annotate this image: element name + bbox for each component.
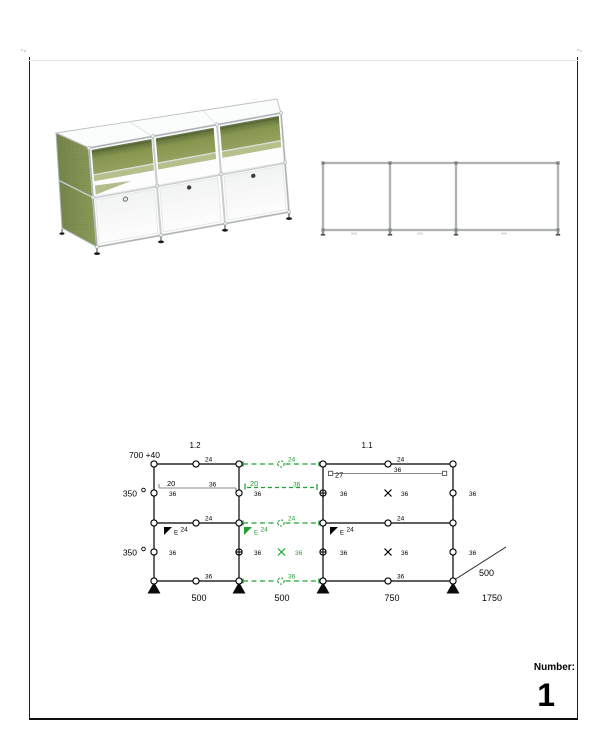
shelf-label: 20 <box>167 479 176 488</box>
door-knob <box>123 197 128 202</box>
shelf-mid-label-selected: 36 <box>293 481 301 489</box>
dim-bay3: 750 <box>384 593 400 603</box>
panel-label-selected: 36 <box>288 573 296 581</box>
page-border-left <box>29 57 30 719</box>
print-mark-left <box>21 49 23 51</box>
panel-label: 36 <box>340 491 348 498</box>
selected-bay-nodes <box>278 461 284 584</box>
dim-bay1: 500 <box>191 593 207 603</box>
panel-label: 36 <box>254 491 262 498</box>
door-flag-number: 24 <box>260 526 268 534</box>
door-flag-letter: E <box>340 530 345 537</box>
page-border-bottom <box>29 718 578 720</box>
tube-label-selected: 24 <box>288 456 296 464</box>
front-elevation-drawing <box>315 155 565 240</box>
tube-label: 24 <box>397 515 405 523</box>
page-border-right <box>577 57 578 719</box>
panel-label: 36 <box>340 550 348 557</box>
number-label: Number: <box>533 662 575 673</box>
row-height-label: 350 <box>122 547 137 558</box>
door-flag-number: 24 <box>346 526 354 534</box>
door-flag-number: 24 <box>180 526 188 534</box>
door-flag-middle <box>244 527 268 537</box>
elevation-tiny-marks <box>351 233 507 235</box>
panel-label-selected: 36 <box>295 550 303 557</box>
panel-label: 36 <box>469 550 477 557</box>
panel-label: 36 <box>169 550 177 557</box>
tray-line-right-bay <box>329 471 447 475</box>
panel-label: 36 <box>205 573 213 581</box>
tray-mid-label: 36 <box>394 467 402 474</box>
plan-diagram <box>95 425 525 615</box>
total-height-label: 700 +40 <box>129 450 160 460</box>
door-flag-left <box>164 527 188 537</box>
door-flag-right <box>330 527 354 537</box>
dim-depth: 500 <box>479 568 495 578</box>
door-flag-letter: E <box>174 530 179 537</box>
panel-label: 36 <box>469 491 477 498</box>
door-flag-letter: E <box>254 530 259 537</box>
shelf-mid-label: 36 <box>209 481 217 489</box>
print-mark-right <box>577 49 579 51</box>
tube-labels <box>205 457 405 523</box>
tube-label: 24 <box>205 456 213 464</box>
panel-label: 36 <box>254 550 262 557</box>
elevation-frame <box>323 163 558 230</box>
panel-label: 36 <box>169 491 177 498</box>
tube-label: 24 <box>397 456 405 464</box>
dimension-labels <box>191 593 502 603</box>
tube-label: 24 <box>205 515 213 523</box>
height-marker-circle <box>142 488 146 492</box>
sideboard-3d-render <box>45 75 305 275</box>
tube-label-selected: 24 <box>288 515 296 523</box>
page-border-top <box>29 60 578 61</box>
section-label-right: 1.1 <box>361 441 373 450</box>
shelf-label-selected: 20 <box>250 479 259 488</box>
tray-label: 27 <box>335 470 344 480</box>
dim-bay2: 500 <box>274 593 290 603</box>
row-height-label: 350 <box>122 488 137 499</box>
number-value: 1 <box>537 677 555 713</box>
dim-total: 1750 <box>481 593 503 603</box>
panel-label: 36 <box>401 550 409 557</box>
panel-label: 36 <box>401 491 409 498</box>
x-marker-selected <box>278 549 285 556</box>
section-label-left: 1.2 <box>189 441 201 450</box>
panel-label: 36 <box>397 573 405 581</box>
height-marker-circle <box>142 547 146 551</box>
